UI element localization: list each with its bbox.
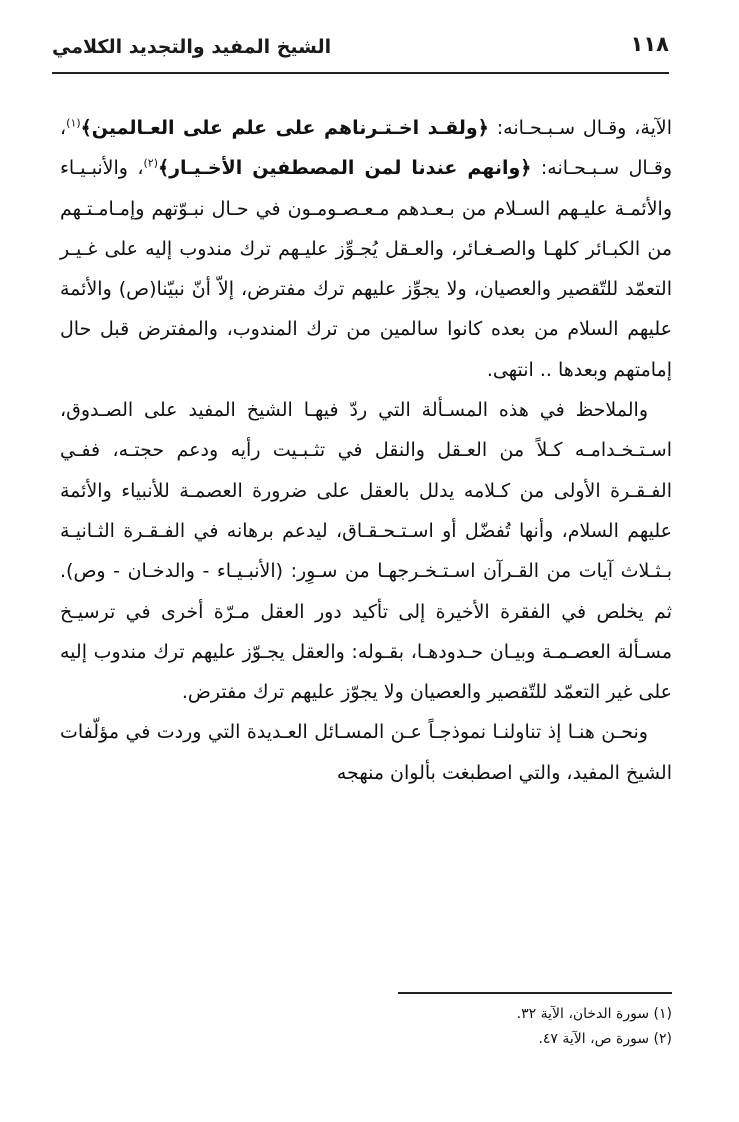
footnote: (٢) سورة ص، الآية ٤٧. [538, 1031, 672, 1047]
text-run: الآية، وقـال سـبـحـانه: [488, 117, 672, 139]
footnote: (١) سورة الدخان، الآية ٣٢. [516, 1006, 672, 1022]
text-run: ونحـن هنـا إذ تناولنـا نموذجـاً عـن المسـائل العـديدة التي وردت في مؤلّفات الشيخ المفيد، والتي اصطبغت بألوان منهجه [60, 721, 672, 784]
page-header [52, 26, 669, 70]
paragraph [60, 108, 672, 390]
page-number: ١١٨ [630, 32, 669, 56]
quran-verse: ﴿ولقـد اخـتـرناهم على علم على العـالمين﴾ [80, 117, 489, 139]
paragraph [60, 712, 672, 793]
text-run: ، وقـال سـبـحـانه: [60, 117, 672, 180]
footnote-ref: (٢) [143, 156, 158, 170]
text-run: ، والأنبـيـاء والأئمـة عليـهم السـلام من بـعـدهم مـعـصـومـون في حـال نبـوّتهم وإمـامـتـهم من الكبـائر كلهـا والصـغـائر، والعـقل يُجـوِّز عليـهم ترك مندوب إليه على غـيـر التعمّد للتّقصير والعصيان، ولا يجوِّز عليهم ترك مفترض، إلاّ أنّ نبيّنا(ص) والأئمة عليهم السلام من بعده كانوا سالمين من ترك المندوب، والمفترض قبل حال إمامتهم وبعدها .. انتهى. [60, 157, 672, 381]
footnotes [60, 1002, 672, 1052]
quran-verse: ﴿وانهم عندنا لمن المصطفين الأخـيـار﴾ [157, 157, 532, 180]
running-title: الشيخ المفيد والتجديد الكلامي [52, 36, 332, 58]
header-rule [52, 72, 669, 74]
body-text [60, 108, 672, 793]
footnote-ref: (١) [66, 116, 81, 130]
footnote-rule [398, 992, 672, 994]
text-run: والملاحظ في هذه المسـألة التي ردّ فيهـا الشيخ المفيد على الصـدوق، اسـتـخـدامـه كـلاً من العـقل والنقل في تثـبـيت رأيه ودعم حجتـه، ففـي الفـقـرة الأولى من كـلامه يدلل بالعقل على ضرورة العصمـة للأنبياء والأئمة عليهم السلام، وأنها تُفضّل أو اسـتـحـقـاق، ليدعم برهانه في الفـقـرة الثـانيـة بـثـلاث آيات من القـرآن اسـتـخـرجهـا من سـوِر: (الأنبـيـاء - والدخـان - وص). ثم يخلص في الفقرة الأخيرة إلى تأكيد دور العقل مـرّة أخرى في ترسيـخ مسـألة العصـمـة وبيـان حـدودهـا، بقـوله: والعقل يجـوّز عليهم ترك مندوب إليه على غير التعمّد للتّقصير والعصيان ولا يجوّز عليهم ترك مفترض. [60, 399, 672, 704]
paragraph [60, 390, 672, 712]
